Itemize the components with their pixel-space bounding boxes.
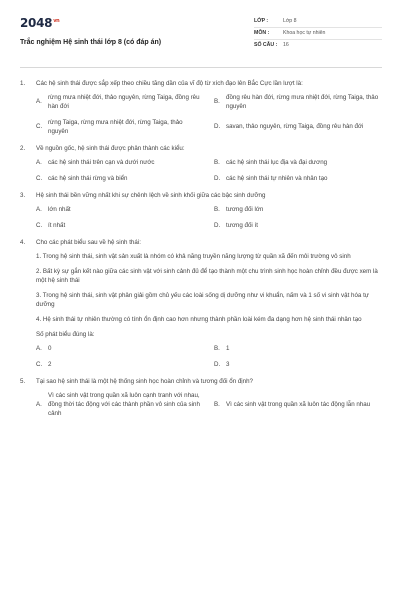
option-c[interactable] (36, 175, 204, 184)
meta-value: 16 (283, 42, 289, 49)
meta-label: LỚP : (254, 17, 269, 24)
statement-item: 2. Bất kỳ sự gắn kết nào giữa các sinh vật với sinh cảnh đủ để tạo thành một chu trình sinh học hoàn chỉnh đều được xem là một hệ sinh thái (36, 267, 378, 284)
meta-row-subject (254, 28, 382, 40)
meta-label: SỐ CÂU : (254, 42, 278, 49)
option-c[interactable] (36, 361, 204, 370)
question-number: 1. (20, 80, 26, 87)
option-d[interactable] (214, 361, 382, 370)
question-text: Hệ sinh thái bền vững nhất khi sự chênh lệch về sinh khối giữa các bậc sinh dưỡng (36, 191, 266, 199)
question-number: 3. (20, 191, 26, 199)
option-a[interactable] (36, 206, 204, 215)
meta-table (254, 16, 382, 52)
option-a[interactable] (36, 159, 204, 168)
site-logo[interactable]: $2048^{vn}$ (20, 16, 60, 30)
option-text: rừng mưa nhiệt đới, thảo nguyên, rừng Taiga, đồng rêu hàn đới (48, 93, 200, 110)
option-text: tương đối ít (226, 221, 258, 229)
option-letter: D. (214, 221, 221, 229)
option-text: savan, thảo nguyên, rừng Taiga, đồng rêu hàn đới (226, 123, 364, 131)
statement-list (20, 253, 382, 325)
option-text: 1 (226, 344, 230, 352)
option-letter: D. (214, 360, 221, 368)
option-b[interactable] (214, 94, 382, 112)
option-c[interactable] (36, 222, 204, 231)
statement-item: 4. Hệ sinh thái tự nhiên thường có tính ổn định cao hơn nhưng thành phần loài kém đa dạng hơn hệ sinh thái nhân tạo (36, 315, 362, 323)
question-text: Cho các phát biểu sau về hệ sinh thái: (36, 238, 141, 246)
options-grid (20, 345, 382, 370)
option-letter: B. (214, 158, 220, 166)
option-text: đồng rêu hàn đới, rừng mưa nhiệt đới, rừng Taiga, thảo nguyên (226, 93, 379, 110)
option-letter: A. (36, 400, 42, 408)
option-a[interactable] (36, 94, 204, 112)
option-text: các hệ sinh thái lục địa và đại dương (226, 158, 328, 166)
options-grid (20, 392, 382, 419)
option-letter: C. (36, 221, 43, 229)
option-letter: A. (36, 344, 42, 352)
question-list (20, 80, 382, 427)
meta-value: Lớp 8 (283, 17, 297, 24)
question-1 (20, 80, 382, 137)
question-text: Các hệ sinh thái được sắp xếp theo chiều tăng dần của vĩ độ từ xích đạo lên Bắc Cực lần lượt là: (36, 80, 303, 87)
option-letter: C. (36, 123, 43, 131)
question-2 (20, 145, 382, 184)
option-letter: B. (214, 344, 220, 352)
option-letter: B. (214, 400, 220, 408)
document-title: Trắc nghiệm Hệ sinh thái lớp 8 (có đáp án) (20, 39, 162, 46)
option-letter: B. (214, 205, 220, 213)
option-text: ít nhất (48, 221, 66, 229)
option-a[interactable] (36, 392, 204, 419)
meta-row-class (254, 16, 382, 28)
question-3 (20, 192, 382, 231)
option-letter: B. (214, 98, 220, 106)
option-d[interactable] (214, 222, 382, 231)
question-5 (20, 378, 382, 419)
option-text: tương đối lớn (226, 205, 264, 213)
option-b[interactable] (214, 206, 382, 215)
options-grid (20, 206, 382, 231)
option-b[interactable] (214, 392, 382, 419)
meta-label: MÔN : (254, 29, 270, 36)
option-b[interactable] (214, 345, 382, 354)
meta-value: Khoa học tự nhiên (283, 29, 326, 36)
sub-prompt: Số phát biểu đúng là: (36, 330, 95, 338)
question-4 (20, 239, 382, 370)
option-b[interactable] (214, 159, 382, 168)
option-letter: A. (36, 158, 42, 166)
question-number: 5. (20, 377, 26, 385)
option-letter: D. (214, 174, 221, 182)
option-text: các hệ sinh thái trên cạn và dưới nước (48, 158, 155, 166)
option-letter: A. (36, 98, 42, 106)
option-letter: D. (214, 123, 221, 131)
option-c[interactable] (36, 119, 204, 137)
option-text: Vì các sinh vật trong quần xã luôn tác động lẫn nhau (226, 400, 371, 408)
option-text: 2 (48, 360, 52, 368)
question-text: Tại sao hệ sinh thái là một hệ thống sinh học hoàn chỉnh và tương đối ổn định? (36, 377, 254, 385)
statement-item: 1. Trong hệ sinh thái, sinh vật sản xuất là nhóm có khả năng truyền năng lượng từ quần xã đến môi trường vô sinh (36, 252, 351, 260)
option-text: 0 (48, 344, 52, 352)
options-grid (20, 94, 382, 137)
option-text: lớn nhất (48, 205, 71, 213)
option-text: các hệ sinh thái tự nhiên và nhân tạo (226, 174, 328, 182)
meta-row-count (254, 40, 382, 52)
option-letter: C. (36, 360, 43, 368)
option-a[interactable] (36, 345, 204, 354)
option-text: các hệ sinh thái rừng và biển (48, 174, 128, 182)
question-number: 2. (20, 144, 26, 152)
option-text: Vì các sinh vật trong quần xã luôn cạnh tranh với nhau, đồng thời tác động với các thành phần vô sinh của sinh cảnh (48, 391, 200, 417)
option-text: rừng Taiga, rừng mưa nhiệt đới, rừng Taiga, thảo nguyên (48, 118, 183, 135)
option-text: 3 (226, 360, 230, 368)
header-divider (20, 67, 382, 68)
question-number: 4. (20, 238, 26, 246)
option-letter: C. (36, 174, 43, 182)
options-grid (20, 159, 382, 184)
statement-item: 3. Trong hệ sinh thái, sinh vật phân giải gồm chủ yếu các loài sống dị dưỡng như vi khuẩn, nấm và 1 số vi sinh vật hóa tự dưỡng (36, 291, 369, 308)
option-d[interactable] (214, 175, 382, 184)
page-header (20, 12, 382, 62)
option-d[interactable] (214, 119, 382, 137)
question-text: Về nguồn gốc, hệ sinh thái được phân thành các kiểu: (36, 144, 185, 152)
option-letter: A. (36, 205, 42, 213)
